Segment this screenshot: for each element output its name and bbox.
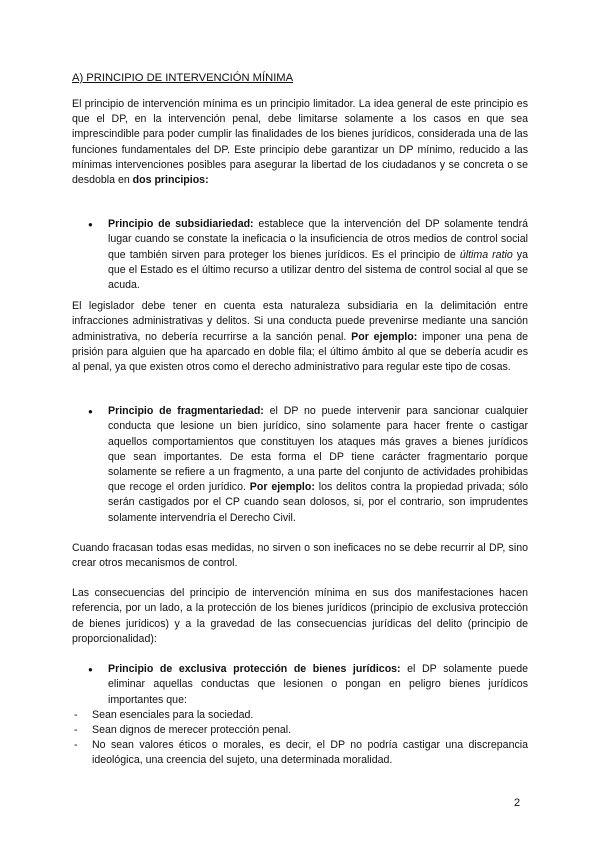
page-number: 2 (514, 797, 521, 809)
italic-term: última ratio (459, 248, 513, 261)
dash-item: - Sean dignos de merecer protección penal. (72, 723, 528, 738)
bullet-subsidiariedad: ● Principio de subsidiariedad: establece que la intervención del DP solamente tendrá lugar cuando se constate la ineficacia o la insuficiencia de otros medios de control social que también sirven para proteger los bienes jurídicos. Es el principio de última ratio ya que el Estado es el último recurso a utilizar dentro del sistema de control social al que se acuda. (72, 217, 528, 293)
bullet-label: Principio de fragmentariedad: (108, 405, 264, 418)
example-label: Por ejemplo: (249, 481, 315, 494)
example-label: Por ejemplo: (351, 330, 418, 343)
bullet-list-fragmentariedad (72, 404, 528, 526)
intro-bold: dos principios: (132, 174, 209, 187)
fracasan-paragraph: Cuando fracasan todas esas medidas, no sirven o son ineficaces no se debe recurrir al DP, sino crear otros mecanismos de control. (72, 541, 528, 570)
dash-item: - No sean valores éticos o morales, es decir, el DP no podría castigar una discrepancia ideológica, una creencia del sujeto, una determinada moralidad. (72, 738, 528, 768)
legislador-paragraph: El legislador debe tener en cuenta esta naturaleza subsidiaria en la delimitación entre infracciones administrativas y delitos. Si una conducta puede prevenirse mediante una sanción administrativa, no debería recurrirse a la sanción penal. Por ejemplo: imponer una pena de prisión para alguien que ha aparcado en doble fila; el último ámbito al que se debería acudir es al penal, ya que existen otros como el derecho administrativo para regular este tipo de cosas. (72, 300, 528, 374)
document-page (72, 71, 528, 769)
bullet-label: Principio de exclusiva protección de bienes jurídicos: (108, 663, 401, 676)
bullet-list-exclusiva (72, 662, 528, 708)
dash-item: - Sean esenciales para la sociedad. (72, 708, 528, 723)
dash-list (72, 708, 528, 769)
bullet-label: Principio de subsidiariedad: (108, 218, 254, 231)
bullet-exclusiva: ● Principio de exclusiva protección de bienes jurídicos: el DP solamente puede eliminar aquellas conductas que lesionen o pongan en peligro bienes jurídicos importantes que: (72, 662, 528, 708)
bullet-list-subsidiariedad (72, 217, 528, 293)
consecuencias-paragraph: Las consecuencias del principio de intervención mínima en sus dos manifestaciones hacen referencia, por un lado, a la protección de los bienes jurídicos (principio de exclusiva protección de bienes jurídicos) y a la gravedad de las consecuencias jurídicas del delito (principio de proporcionalidad): (72, 587, 528, 645)
bullet-fragmentariedad: ● Principio de fragmentariedad: el DP no puede intervenir para sancionar cualquier conducta que lesione un bien jurídico, sino solamente para hacer frente o castigar aquellos comportamientos que constituyen los ataques más graves a bienes jurídicos que sean importantes. De esta forma el DP tiene carácter fragmentario porque solamente se refiere a un fragmento, a una parte del conjunto de actividades prohibidas que recoge el orden jurídico. Por ejemplo: los delitos contra la propiedad privada; sólo serán castigados por el CP cuando sean dolosos, si, por el contrario, son imprudentes solamente intervendría el Derecho Civil. (72, 404, 528, 526)
section-heading: A) PRINCIPIO DE INTERVENCIÓN MÍNIMA (72, 72, 294, 84)
intro-paragraph: El principio de intervención mínima es un principio limitador. La idea general de este principio es que el DP, en la intervención penal, debe limitarse solamente a los casos en que sea imprescindible para poder cumplir las finalidades de los bienes jurídicos, considerada una de las funciones fundamentales del DP. Este principio debe garantizar un DP mínimo, reducido a las mínimas intervenciones posibles para asegurar la libertad de los ciudadanos y se concreta o se desdobla en dos principios: (72, 98, 528, 187)
